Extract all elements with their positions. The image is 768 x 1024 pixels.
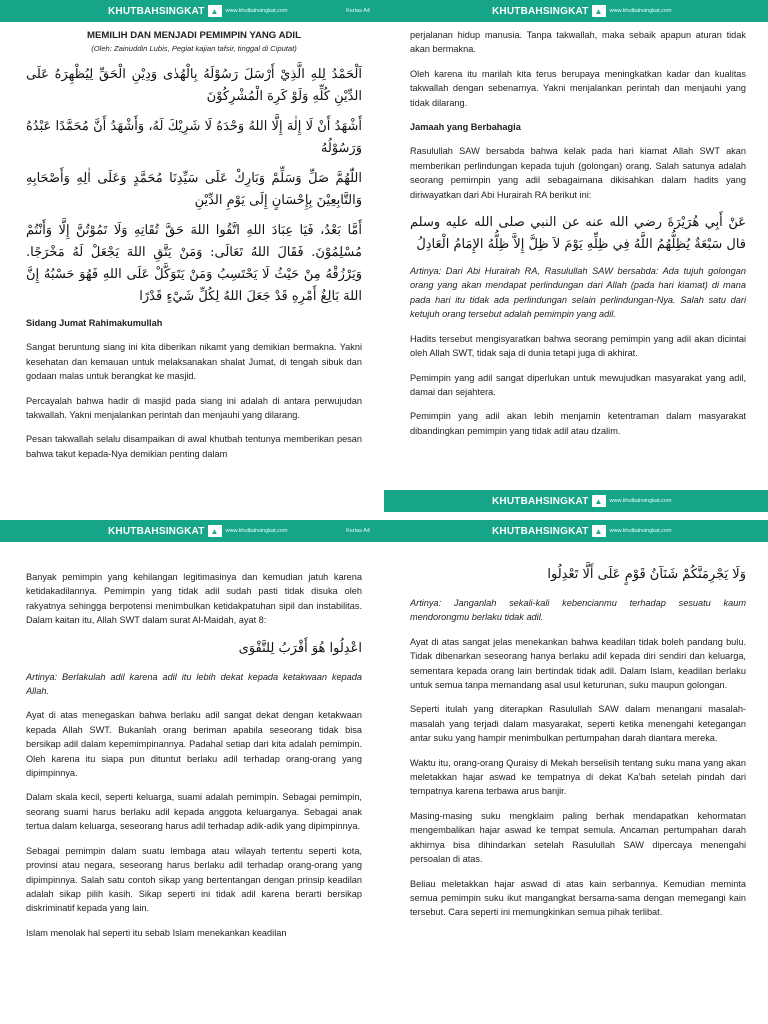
- page-header: [384, 0, 768, 22]
- document-title: MEMILIH DAN MENJADI PEMIMPIN YANG ADIL: [87, 30, 301, 41]
- paragraph: Dalam skala kecil, seperti keluarga, suami adalah pemimpin. Sebagai pemimpin, seorang suami harus berlaku adil kepada anggota keluarganya. Sebagai anak tertua dalam keluarga, seseorang harus adil terhadap adik-adik yang dipimpinnya.: [26, 792, 362, 832]
- paragraph: Beliau meletakkan hajar aswad di atas kain serbannya. Kemudian meminta semua pemimpin suku ikut mangangkat bersama-sama dengan memegangi kain tersebut. Cara seperti ini memungkinkan semua pihak terlibat.: [410, 878, 746, 918]
- paper-size: Kertas A4: [346, 528, 370, 534]
- brand-name: KHUTBAHSINGKAT: [108, 525, 205, 537]
- page-footer: [384, 490, 768, 512]
- page-content: [410, 28, 746, 488]
- translation: Artinya: Berlakulah adil karena adil itu lebih dekat kepada ketakwaan kepada Allah.: [26, 671, 362, 697]
- arabic-verse: وَلَا يَجْرِمَنَّكُمْ شَنَآنُ قَوْمٍ عَلَى أَلَّا تَعْدِلُوا: [547, 567, 746, 582]
- paragraph: Sebagai pemimpin dalam suatu lembaga atau wilayah tertentu seperti kota, provinsi atau negara, seseorang harus berlaku adil terhadap orang-orang yang dipimpinnya. Salah satu contoh sikap yang bertentangan dengan prinsip keadilan adalah sikap pilih kasih. Sikap seperti ini tidak adil karena berarti bersikap diskriminatif kepada yang lain.: [26, 845, 362, 914]
- brand-name: KHUTBAHSINGKAT: [492, 495, 589, 507]
- paragraph: Rasulullah SAW bersabda bahwa kelak pada hari kiamat Allah SWT akan memberikan perlindungan kepada tujuh (golongan) orang. Salah satunya adalah seorang pemimpin yang adil sebagaimana dikisahkan dalam hadits yang diriwayatkan dari Abi Hurairah RA berikut ini:: [410, 146, 746, 200]
- paragraph: Banyak pemimpin yang kehilangan legitimasinya dan kemudian jatuh karena ketidakadilannya. Pemimpin yang tidak adil sudah pasti tidak disuka oleh rakyatnya sehingga berpotensi menimbulkan ketidakpatuhan sipil dan instabilitas. Dalam kaitan itu, Allah SWT dalam surat Al-Maidah, ayat 8:: [26, 572, 362, 626]
- paragraph: Oleh karena itu marilah kita terus berupaya meningkatkan kadar dan kualitas takwallah dengan sebenarnya. Yakni menjalankan perintah dan menjauhi yang tidak dilarang.: [410, 68, 746, 108]
- arabic-text: اَلْحَمْدُ لِلهِ الَّذِيْ أَرْسَلَ رَسُوْلَهُ بِالْهُدٰى وَدِيْنِ الْحَقِّ لِيُظْهِرَهُ عَلَى الدِّيْنِ كُلِّهِ وَلَوْ كَرِهَ الْمُشْرِكُوْنَ: [26, 67, 362, 104]
- arabic-hadith: عَنْ أَبِي هُرَيْرَةَ رضي الله عنه عن النبي صلى الله عليه وسلم قال سَبْعَةٌ يُظِلُّهُمُ اللَّهُ فِي ظِلِّهِ يَوْمَ لاَ ظِلَّ إِلاَّ ظِلُّهُ الإِمَامُ الْعَادِلُ: [410, 215, 746, 253]
- paragraph: Percayalah bahwa hadir di masjid pada siang ini adalah di antara perwujudan takwallah. Yakni menjalankan perintah dan menjauhi yang dilarang.: [26, 395, 362, 421]
- paragraph: Seperti itulah yang diterapkan Rasulullah SAW dalam menangani masalah-masalah yang terjadi dalam masyarakat, seperti ketika menengahi ketegangan antar suku yang hampir menimbulkan pertumpahan darah diantara mereka.: [410, 704, 746, 744]
- page-header: [0, 520, 384, 542]
- brand-logo: [492, 525, 606, 537]
- paragraph: Ayat di atas menegaskan bahwa berlaku adil sangat dekat dengan ketakwaan kepada Allah SWT. Bukanlah orang beriman apabila seseorang tidak bisa bersikap adil dalam kepemimpinannya. Padahal setiap dari kita adalah pemimpin. Oleh karena itu siapa pun dituntut berlaku adil terhadap orang-orang yang dipimpinnya.: [26, 710, 362, 779]
- arabic-verse: اعْدِلُوا هُوَ أَقْرَبُ لِلتَّقْوَى: [238, 640, 362, 656]
- brand-mark-icon: ▲: [208, 525, 222, 537]
- paper-size: Kertas A4: [346, 8, 370, 14]
- paragraph: Masing-masing suku mengklaim paling berhak mendapatkan kehormatan mengembalikan hajar aswad ke tempat semula. Ancaman pertumpahan darah akhirnya bisa dihindarkan setelah Rasulullah SAW dipercaya menengahi persoalan di atas.: [410, 810, 746, 865]
- paragraph: Waktu itu, orang-orang Quraisy di Mekah berselisih tentang suku mana yang akan meletakkan hajar aswad ke tempatnya di dekat Ka'bah setelah pindah dari tempatnya karena terbawa arus banjir.: [410, 757, 746, 797]
- brand-mark-icon: ▲: [592, 5, 606, 17]
- brand-logo: [108, 525, 222, 537]
- site-url: www.khutbahsingkat.com: [225, 8, 288, 14]
- paragraph: perjalanan hidup manusia. Tanpa takwallah, maka sebaik apapun aturan tidak akan bermakna.: [410, 30, 746, 55]
- translation: Artinya: Janganlah sekali-kali kebencianmu terhadap sesuatu kaum mendorongmu berlaku tidak adil.: [410, 598, 746, 623]
- paragraph: Ayat di atas sangat jelas menekankan bahwa keadilan tidak boleh pandang bulu. Tidak dibenarkan seseorang hanya berlaku adil kepada diri sendiri dan keluarga, sementara kepada orang lain bertindak tidak adil. Dalam Islam, keadilan berlaku untuk semua tanpa memandang asal usul keturunan, suku maupun golongan.: [410, 636, 746, 691]
- paragraph: Pemimpin yang adil sangat diperlukan untuk mewujudkan masyarakat yang adil, damai dan sejahtera.: [410, 372, 746, 397]
- page-content: [26, 30, 362, 508]
- site-url: www.khutbahsingkat.com: [609, 528, 672, 534]
- document-author: (Oleh: Zainuddin Lubis, Pegiat kajian tafsir, tinggal di Ciputat): [91, 44, 297, 53]
- site-url: www.khutbahsingkat.com: [609, 8, 672, 14]
- page-2: [384, 0, 768, 512]
- page-3: [0, 512, 384, 1024]
- brand-logo: [108, 5, 222, 17]
- brand-mark-icon: ▲: [592, 525, 606, 537]
- brand-name: KHUTBAHSINGKAT: [108, 5, 205, 17]
- arabic-text: أَمَّا بَعْدُ، فَيَا عِبَادَ اللهِ اتَّقُوا اللهَ حَقَّ تُقَاتِهِ وَلَا تَمُوْتُنَّ إِلَّا وَأَنْتُمْ مُسْلِمُوْنَ. فَقَالَ اللهُ تَعَالَى: وَمَنْ يَتَّقِ اللهَ يَجْعَلْ لَهُ مَخْرَجًا. وَيَرْزُقْهُ مِنْ حَيْثُ لَا يَحْتَسِبُ وَمَنْ يَتَوَكَّلْ عَلَى اللهِ فَهُوَ حَسْبُهُ إِنَّ اللهَ بَالِغُ أَمْرِهِ قَدْ جَعَلَ اللهُ لِكُلِّ شَيْءٍ قَدْرًا: [26, 223, 362, 304]
- page-1: [0, 0, 384, 512]
- section-heading: Sidang Jumat Rahimakumullah: [26, 318, 163, 328]
- brand-name: KHUTBAHSINGKAT: [492, 5, 589, 17]
- page-content: [26, 570, 362, 1020]
- section-heading: Jamaah yang Berbahagia: [410, 122, 521, 133]
- brand-logo: [492, 5, 606, 17]
- brand-mark-icon: ▲: [208, 5, 222, 17]
- paragraph: Pesan takwallah selalu disampaikan di awal khutbah tentunya memberikan pesan bahwa takut kepada-Nya demikian penting dalam: [26, 434, 362, 459]
- page-header: [384, 520, 768, 542]
- brand-name: KHUTBAHSINGKAT: [492, 525, 589, 537]
- page-header: [0, 0, 384, 22]
- translation: Artinya: Dari Abi Hurairah RA, Rasulullah SAW bersabda: Ada tujuh golongan orang yang akan mendapat perlindungan dari Allah (pada hari kiamat) di mana pada hari itu tidak ada perlindungan selain perlindungan-Nya. Salah satu dari ketujuh orang tersebut adalah pemimpin yang adil.: [410, 266, 746, 320]
- page-content: [410, 562, 746, 1020]
- arabic-text: اللّٰهُمَّ صَلِّ وَسَلِّمْ وَبَارِكْ عَلَى سَيِّدِنَا مُحَمَّدٍ وَعَلَى اٰلِهِ وَأَصْحَابِهِ وَالتَّابِعِيْنَ بِإِحْسَانٍ إِلَى يَوْمِ الدِّيْنِ: [26, 171, 362, 208]
- paragraph: Pemimpin yang adil akan lebih menjamin ketentraman dalam masyarakat dibandingkan pemimpin yang tidak adil atau dzalim.: [410, 411, 746, 436]
- paragraph: Sangat beruntung siang ini kita diberikan nikamt yang demikian bermakna. Yakni kesehatan dan kemauan untuk melaksanakan shalat Jumat, di tengah sibuk dan godaan malas untuk berangkat ke masjid.: [26, 342, 362, 382]
- site-url: www.khutbahsingkat.com: [225, 528, 288, 534]
- site-url: www.khutbahsingkat.com: [609, 498, 672, 504]
- brand-mark-icon: ▲: [592, 495, 606, 507]
- arabic-text: أَشْهَدُ أَنْ لَا إِلٰهَ إِلَّا اللهُ وَحْدَهُ لَا شَرِيْكَ لَهُ، وَأَشْهَدُ أَنَّ مُحَمَّدًا عَبْدُهُ وَرَسُوْلُهُ: [26, 119, 362, 156]
- paragraph: Hadits tersebut mengisyaratkan bahwa seorang pemimpin yang adil akan dicintai oleh Allah SWT, tidak saja di dunia tetapi juga di akhirat.: [410, 333, 746, 359]
- page-4: [384, 512, 768, 1024]
- brand-logo: [492, 495, 606, 507]
- paragraph: Islam menolak hal seperti itu sebab Islam menekankan keadilan: [26, 927, 287, 938]
